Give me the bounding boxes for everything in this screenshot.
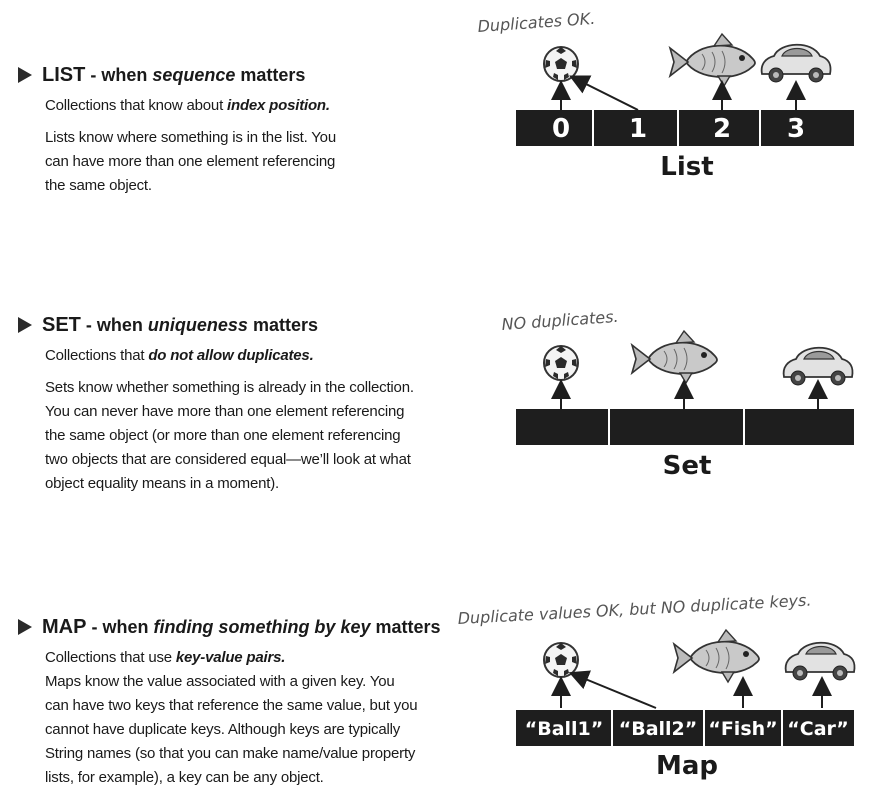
fish-icon [670,34,755,86]
list-desc1-bold: index position. [227,97,330,114]
set-label: Set [662,451,712,481]
list-description [45,94,336,198]
list-slot-0: 0 [551,114,571,144]
list-duplicates-note: Duplicates OK. [476,8,596,36]
list-heading [18,64,305,87]
set-description [45,344,414,496]
set-heading-suffix: matters [247,315,318,335]
list-desc2-line2: can have more than one element referencing [45,153,336,170]
set-keyword: SET [42,314,81,336]
list-heading-dash: - when [85,65,153,85]
map-desc2-line4: String names (so that you can make name/value property [45,745,416,762]
list-slot-1: 1 [628,114,648,144]
set-desc1-text: Collections that [45,347,149,364]
soccer-ball-icon [544,643,578,677]
car-icon [784,348,853,385]
list-slot-3: 3 [786,114,806,144]
map-key-2: “Fish” [708,718,778,740]
map-arrow-1 [578,676,656,708]
set-desc2-line1: Sets know whether something is already in the collection. [45,379,414,396]
set-no-duplicates-note: NO duplicates. [500,306,620,334]
map-desc1-text: Collections that use [45,649,176,666]
map-keyword: MAP [42,616,87,638]
map-desc2-line5: lists, for example), a key can be any object. [45,769,324,786]
map-diagram [450,590,890,790]
set-diagram [450,295,890,495]
list-desc2-line1: Lists know where something is in the list. You [45,129,336,146]
triangle-bullet-icon [18,67,32,83]
soccer-ball-icon [544,346,578,380]
set-heading-emphasis: uniqueness [147,315,248,335]
map-key-1: “Ball2” [618,718,698,740]
set-heading [18,314,318,337]
map-desc2-line1: Maps know the value associated with a given key. You [45,673,395,690]
set-heading-dash: - when [80,315,148,335]
map-heading-suffix: matters [370,617,441,637]
map-label: Map [655,751,719,781]
map-desc1-bold: key-value pairs. [175,649,286,666]
set-desc2-line2: You can never have more than one element referencing [45,403,405,420]
list-keyword: LIST [42,64,86,86]
list-diagram [450,0,890,200]
list-label: List [660,152,714,182]
map-key-0: “Ball1” [524,718,604,740]
map-key-3: “Car” [787,718,849,740]
map-description [45,646,417,790]
map-heading [18,616,441,639]
triangle-bullet-icon [18,317,32,333]
map-heading-emphasis: finding something by key [153,617,371,637]
list-desc2-line3: the same object. [45,177,152,194]
set-desc2-line5: object equality means in a moment). [45,475,279,492]
map-duplicates-note: Duplicate values OK, but NO duplicate keys. [457,590,812,628]
list-desc1-text: Collections that know about [45,97,228,114]
map-desc2-line2: can have two keys that reference the same value, but you [45,697,418,714]
list-heading-suffix: matters [235,65,306,85]
list-slot-2: 2 [712,114,732,144]
list-arrow-1 [578,80,638,110]
set-desc2-line4: two objects that are considered equal—we’ll look at what [45,451,411,468]
map-heading-dash: - when [86,617,154,637]
triangle-bullet-icon [18,619,32,635]
soccer-ball-icon [544,47,578,81]
set-desc2-line3: the same object (or more than one element referencing [45,427,401,444]
list-heading-emphasis: sequence [152,65,236,85]
car-icon [762,45,831,82]
map-desc2-line3: cannot have duplicate keys. Although keys are typically [45,721,401,738]
car-icon [786,643,855,680]
fish-icon [632,331,717,383]
fish-icon [674,630,759,682]
set-bar [516,409,854,445]
set-desc1-bold: do not allow duplicates. [148,347,314,364]
